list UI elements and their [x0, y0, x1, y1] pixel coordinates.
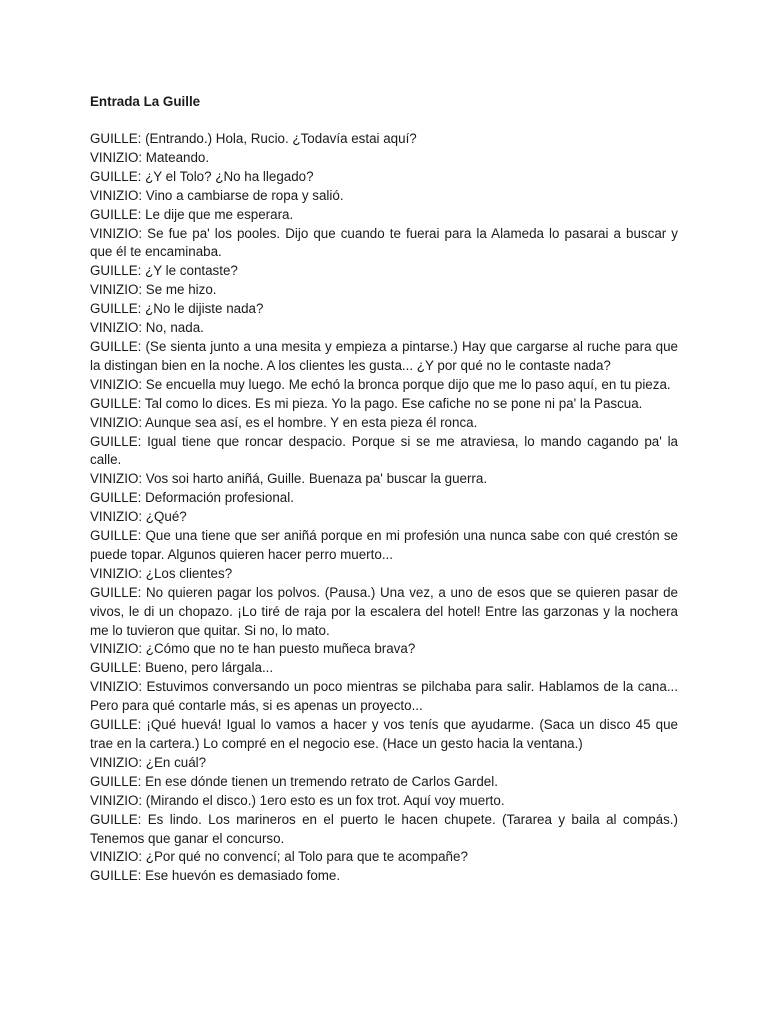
dialogue-line: VINIZIO: ¿Por qué no convencí; al Tolo para que te acompañe?	[90, 849, 468, 865]
dialogue-line: VINIZIO: Se encuella muy luego. Me echó la bronca porque dijo que me lo paso aquí, en tu pieza.	[90, 376, 671, 392]
dialogue-line: VINIZIO: Mateando.	[90, 149, 210, 165]
dialogue-line: VINIZIO: No, nada.	[90, 320, 204, 336]
dialogue-line: VINIZIO: ¿En cuál?	[90, 754, 207, 770]
dialogue-line: VINIZIO: Vos soi harto aniñá, Guille. Buenaza pa' buscar la guerra.	[90, 471, 488, 487]
dialogue-line: VINIZIO: ¿Qué?	[90, 509, 187, 525]
dialogue-line: GUILLE: No quieren pagar los polvos. (Pausa.) Una vez, a uno de esos que se quieren pasar de vivos, le di un chopazo. ¡Lo tiré de raja por la escalera del hotel! Entre las garzonas y la nochera me lo tuvieron que quitar. Si no, lo mato.	[90, 584, 678, 638]
dialogue-line: VINIZIO: (Mirando el disco.) 1ero esto es un fox trot. Aquí voy muerto.	[90, 792, 505, 808]
dialogue-line: GUILLE: ¿No le dijiste nada?	[90, 301, 264, 317]
dialogue-line: GUILLE: ¡Qué huevá! Igual lo vamos a hacer y vos tenís que ayudarme. (Saca un disco 45 que trae en la cartera.) Lo compré en el negocio ese. (Hace un gesto hacia la ventana.)	[90, 717, 678, 751]
dialogue-line: GUILLE: Igual tiene que roncar despacio. Porque si se me atraviesa, lo mando cagando pa' la calle.	[90, 433, 678, 468]
dialogue-line: VINIZIO: Aunque sea así, es el hombre. Y en esta pieza él ronca.	[90, 414, 478, 430]
dialogue-line: GUILLE: Que una tiene que ser aniñá porque en mi profesión una nunca sabe con qué crestón se puede topar. Algunos quieren hacer perro muerto...	[90, 528, 678, 562]
dialogue-line: GUILLE: Bueno, pero lárgala...	[90, 660, 274, 676]
dialogue-line: GUILLE: (Se sienta junto a una mesita y empieza a pintarse.) Hay que cargarse al ruche para que la distingan bien en la noche. A los clientes les gusta... ¿Y por qué no le contaste nada?	[90, 338, 678, 373]
dialogue-line: GUILLE: (Entrando.) Hola, Rucio. ¿Todavía estai aquí?	[90, 131, 417, 146]
dialogue-line: GUILLE: Es lindo. Los marineros en el puerto le hacen chupete. (Tararea y baila al compás.) Tenemos que ganar el concurso.	[90, 811, 678, 846]
dialogue-line: VINIZIO: Vino a cambiarse de ropa y salió.	[90, 187, 344, 203]
dialogue-line: GUILLE: ¿Y le contaste?	[90, 263, 238, 279]
dialogue-line: GUILLE: ¿Y el Tolo? ¿No ha llegado?	[90, 168, 314, 184]
document-page	[90, 92, 678, 886]
dialogue-line: GUILLE: En ese dónde tienen un tremendo retrato de Carlos Gardel.	[90, 773, 498, 789]
dialogue-line: VINIZIO: Se fue pa' los pooles. Dijo que cuando te fuerai para la Alameda lo pasarai a buscar y que él te encaminaba.	[90, 225, 678, 260]
scene-title: Entrada La Guille	[90, 94, 201, 109]
dialogue-line: GUILLE: Deformación profesional.	[90, 490, 294, 506]
dialogue-line: GUILLE: Ese huevón es demasiado fome.	[90, 868, 341, 884]
dialogue-line: VINIZIO: Estuvimos conversando un poco mientras se pilchaba para salir. Hablamos de la cana... Pero para qué contarle más, si es apenas un proyecto...	[90, 679, 678, 714]
dialogue-line: VINIZIO: ¿Los clientes?	[90, 565, 233, 581]
dialogue-line: VINIZIO: Se me hizo.	[90, 282, 217, 298]
dialogue-line: GUILLE: Le dije que me esperara.	[90, 206, 294, 222]
dialogue-line: VINIZIO: ¿Cómo que no te han puesto muñeca brava?	[90, 641, 416, 657]
dialogue-line: GUILLE: Tal como lo dices. Es mi pieza. Yo la pago. Ese cafiche no se pone ni pa' la Pascua.	[90, 395, 643, 411]
dialogue	[90, 130, 678, 886]
